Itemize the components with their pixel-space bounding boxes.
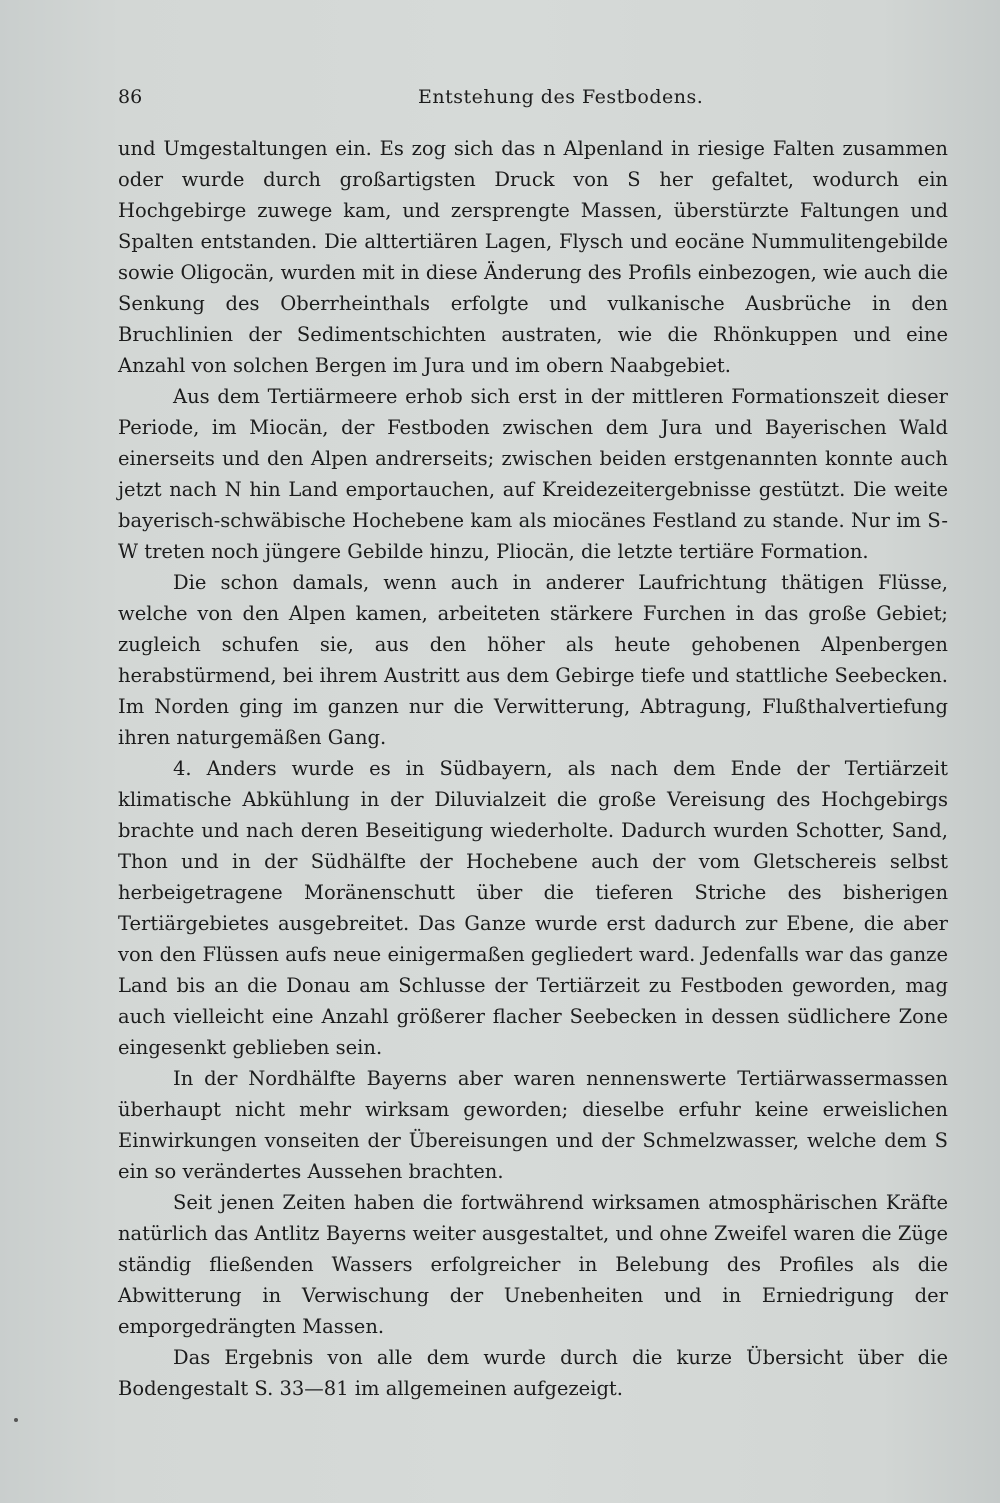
paragraph-3: Die schon damals, wenn auch in anderer Laufrichtung thätigen Flüsse, welche von den Alpen kamen, arbeiteten stärkere Furchen in das große Gebiet; zugleich schufen sie, aus den höher als heute gehobenen Alpenbergen herabstürmend, bei ihrem Austritt aus dem Gebirge tiefe und stattliche Seebecken. Im Norden ging im ganzen nur die Verwitterung, Abtragung, Flußthalvertiefung ihren naturgemäßen Gang. <box>118 571 948 749</box>
paragraph-2: Aus dem Tertiärmeere erhob sich erst in der mittleren Formationszeit dieser Periode, im Miocän, der Festboden zwischen dem Jura und Bayerischen Wald einerseits und den Alpen andrerseits; zwischen beiden erstgenannten konnte auch jetzt nach N hin Land emportauchen, auf Kreidezeitergebnisse gestützt. Die weite bayerisch-schwäbische Hochebene kam als miocänes Festland zu stande. Nur im S-W treten noch jüngere Gebilde hinzu, Pliocän, die letzte tertiäre Formation. <box>118 385 948 563</box>
paragraph-7: Das Ergebnis von alle dem wurde durch die kurze Übersicht über die Bodengestalt S. 33—81 im allgemeinen aufgezeigt. <box>118 1346 948 1400</box>
margin-speck <box>14 1418 18 1422</box>
page-number: 86 <box>118 86 143 108</box>
paragraph-5: In der Nordhälfte Bayerns aber waren nennenswerte Tertiärwassermassen überhaupt nicht mehr wirksam geworden; dieselbe erfuhr keine erweislichen Einwirkungen vonseiten der Übereisungen und der Schmelzwasser, welche dem S ein so verändertes Aussehen brachten. <box>118 1067 948 1183</box>
body-text <box>118 133 948 1404</box>
paragraph-4: 4. Anders wurde es in Südbayern, als nach dem Ende der Tertiärzeit klimatische Abkühlung in der Diluvialzeit die große Vereisung des Hochgebirgs brachte und nach deren Beseitigung wiederholte. Dadurch wurden Schotter, Sand, Thon und in der Südhälfte der Hochebene auch der vom Gletschereis selbst herbeigetragene Moränenschutt über die tieferen Striche des bisherigen Tertiärgebietes ausgebreitet. Das Ganze wurde erst dadurch zur Ebene, die aber von den Flüssen aufs neue einigermaßen gegliedert ward. Jedenfalls war das ganze Land bis an die Donau am Schlusse der Tertiärzeit zu Festboden geworden, mag auch vielleicht eine Anzahl größerer flacher Seebecken in dessen südlichere Zone eingesenkt geblieben sein. <box>118 757 948 1059</box>
running-title: Entstehung des Festbodens. <box>418 86 704 108</box>
paragraph-1: und Umgestaltungen ein. Es zog sich das n Alpenland in riesige Falten zusammen oder wurde durch großartigsten Druck von S her gefaltet, wodurch ein Hochgebirge zuwege kam, und zersprengte Massen, überstürzte Faltungen und Spalten entstanden. Die alttertiären Lagen, Flysch und eocäne Nummulitengebilde sowie Oligocän, wurden mit in diese Änderung des Profils einbezogen, wie auch die Senkung des Oberrheinthals erfolgte und vulkanische Ausbrüche in den Bruchlinien der Sedimentschichten austraten, wie die Rhönkuppen und eine Anzahl von solchen Bergen im Jura und im obern Naabgebiet. <box>118 137 948 377</box>
page-header <box>118 86 948 112</box>
paragraph-6: Seit jenen Zeiten haben die fortwährend wirksamen atmosphärischen Kräfte natürlich das Antlitz Bayerns weiter ausgestaltet, und ohne Zweifel waren die Züge ständig fließenden Wassers erfolgreicher in Belebung des Profiles als die Abwitterung in Verwischung der Unebenheiten und in Erniedrigung der emporgedrängten Massen. <box>118 1191 948 1338</box>
